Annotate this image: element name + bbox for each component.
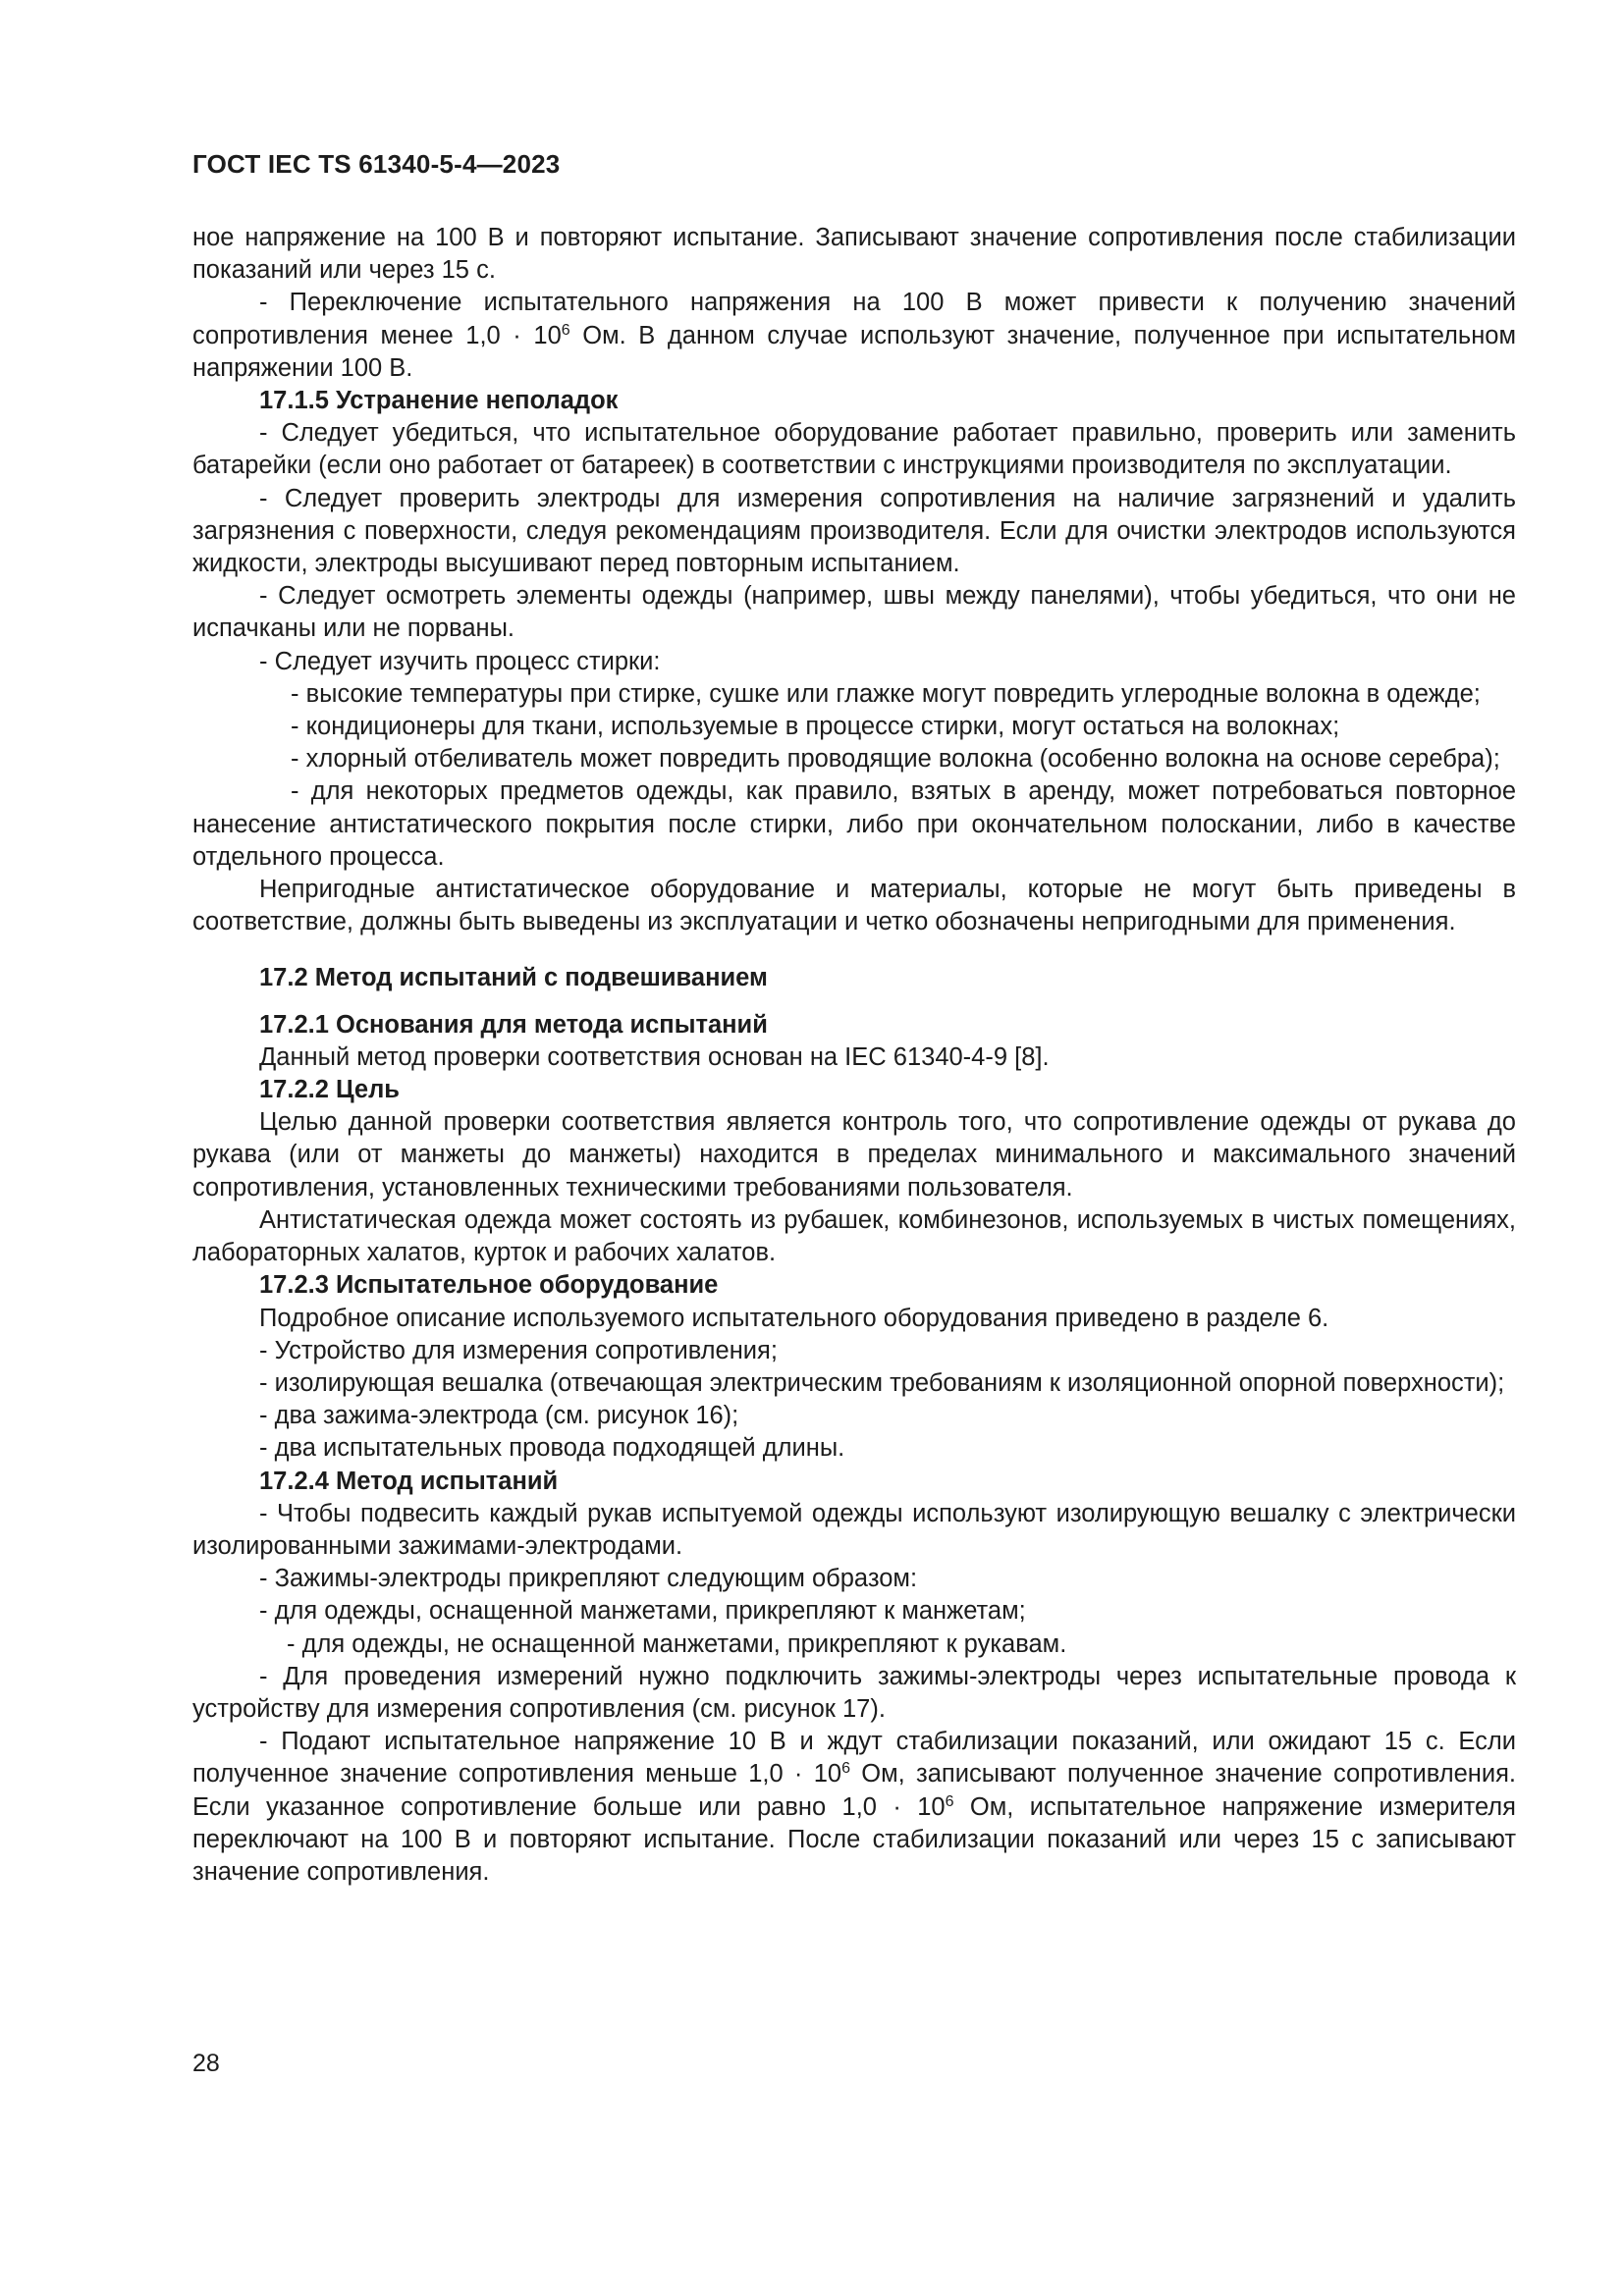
paragraph: Непригодные антистатическое оборудование и материалы, которые не могут быть приведены в соответствие, должны быть выведены из эксплуатации и четко обозначены непригодными для применения. xyxy=(192,876,1516,936)
list-item: - для некоторых предметов одежды, как правило, взятых в аренду, может потребоваться повторное нанесение антистатического покрытия после стирки, либо при окончательном полоскании, либо в качестве отдельного процесса. xyxy=(192,777,1516,871)
paragraph: - Следует осмотреть элементы одежды (например, швы между панелями), чтобы убедиться, что они не испачканы или не порваны. xyxy=(192,582,1516,643)
document-body xyxy=(192,222,1516,1889)
paragraph-text: Ом, испытательное напряжение измерителя переключают на 100 В и повторяют испытание. После стабилизации показаний или через 15 с записывают значение сопротивления. xyxy=(192,1792,1516,1886)
paragraph: Целью данной проверки соответствия является контроль того, что сопротивление одежды от рукава до рукава (или от манжеты до манжеты) находится в пределах минимального и максимального значений сопротивления, установленных техническими требованиями пользователя. xyxy=(192,1108,1516,1201)
superscript: 6 xyxy=(945,1792,954,1810)
list-item: - хлорный отбеливатель может повредить проводящие волокна (особенно волокна на основе серебра); xyxy=(291,745,1500,774)
section-heading-17-1-5: 17.1.5 Устранение неполадок xyxy=(259,387,619,415)
list-item: - для одежды, оснащенной манжетами, прикрепляют к манжетам; xyxy=(259,1597,1026,1626)
paragraph-text: Ом. В данном случае используют значение, полученное при испытательном напряжении 100 В. xyxy=(192,321,1516,382)
list-item: - изолирующая вешалка (отвечающая электрическим требованиям к изоляционной опорной поверхности); xyxy=(259,1368,1505,1397)
superscript: 6 xyxy=(841,1760,850,1778)
list-item: - Для проведения измерений нужно подключить зажимы-электроды через испытательные провода к устройству для измерения сопротивления (см. рисунок 17). xyxy=(192,1662,1516,1723)
paragraph: - Следует проверить электроды для измерения сопротивления на наличие загрязнений и удалить загрязнения с поверхности, следуя рекомендациям производителя. Если для очистки электродов используются жидкости, электроды высушивают перед повторным испытанием. xyxy=(192,484,1516,578)
list-item: - Устройство для измерения сопротивления; xyxy=(259,1336,778,1364)
paragraph-text: - Подают испытательное напряжение 10 В и ждут стабилизации показаний, или ожидают 15 с. Если полученное значение сопротивления меньше 1,0 · 10 xyxy=(192,1728,1516,1789)
list-item: - высокие температуры при стирке, сушке или глажке могут повредить углеродные волокна в одежде; xyxy=(291,679,1481,708)
paragraph xyxy=(192,287,1516,385)
paragraph xyxy=(192,1726,1516,1889)
section-heading-17-2-3: 17.2.3 Испытательное оборудование xyxy=(259,1271,719,1300)
list-item: - для одежды, не оснащенной манжетами, прикрепляют к рукавам. xyxy=(287,1629,1067,1658)
list-item: - Следует изучить процесс стирки: xyxy=(259,647,661,675)
paragraph: Данный метод проверки соответствия основан на IEC 61340-4-9 [8]. xyxy=(259,1042,1050,1071)
list-item: - два испытательных провода подходящей длины. xyxy=(259,1434,845,1463)
paragraph: Подробное описание используемого испытательного оборудования приведено в разделе 6. xyxy=(259,1304,1329,1332)
document-header: ГОСТ IEC TS 61340-5-4—2023 xyxy=(192,149,561,179)
section-heading-17-2-1: 17.2.1 Основания для метода испытаний xyxy=(259,1010,768,1039)
section-heading-17-2-2: 17.2.2 Цель xyxy=(259,1076,400,1104)
paragraph: - Следует убедиться, что испытательное оборудование работает правильно, проверить или заменить батарейки (если оно работает от батареек) в соответствии с инструкциями производителя по эксплуатации. xyxy=(192,419,1516,480)
paragraph-text: - Переключение испытательного напряжения на 100 В может привести к получению значений сопротивления менее 1,0 · 10 xyxy=(192,289,1516,349)
list-item: - Чтобы подвесить каждый рукав испытуемой одежды используют изолирующую вешалку с электрически изолированными зажимами-электродами. xyxy=(192,1499,1516,1560)
list-item: - два зажима-электрода (см. рисунок 16); xyxy=(259,1402,739,1430)
section-heading-17-2: 17.2 Метод испытаний с подвешиванием xyxy=(259,964,768,992)
paragraph: Антистатическая одежда может состоять из рубашек, комбинезонов, используемых в чистых помещениях, лабораторных халатов, курток и рабочих халатов. xyxy=(192,1205,1516,1267)
list-item: - Зажимы-электроды прикрепляют следующим образом: xyxy=(259,1565,918,1593)
page-number: 28 xyxy=(192,2050,220,2077)
paragraph-text: Ом, записывают полученное значение сопротивления. Если указанное сопротивление больше или равно 1,0 · 10 xyxy=(192,1760,1516,1821)
paragraph: ное напряжение на 100 В и повторяют испытание. Записывают значение сопротивления после стабилизации показаний или через 15 с. xyxy=(192,224,1516,285)
superscript: 6 xyxy=(561,321,570,339)
list-item: - кондиционеры для ткани, используемые в процессе стирки, могут остаться на волокнах; xyxy=(291,713,1340,741)
section-heading-17-2-4: 17.2.4 Метод испытаний xyxy=(259,1467,559,1495)
